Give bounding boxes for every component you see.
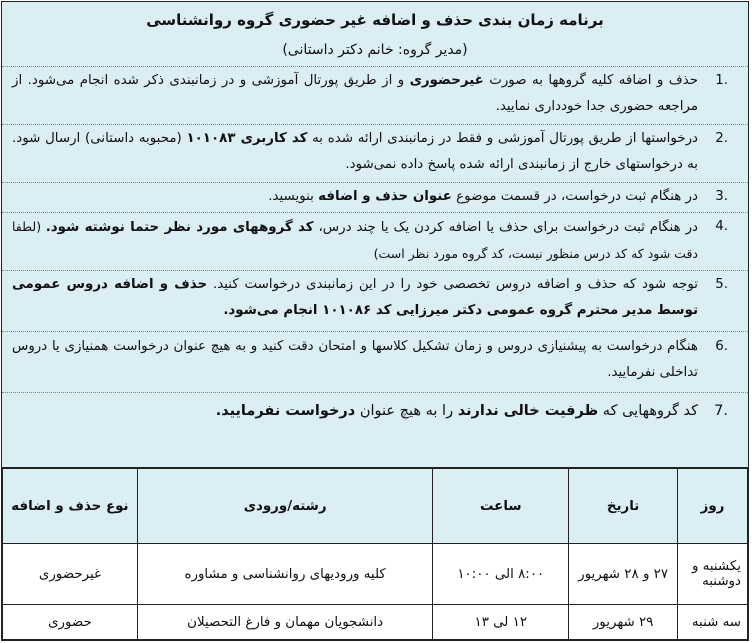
- divider: [2, 212, 748, 213]
- item-number: .4: [715, 219, 728, 234]
- table-row: [3, 605, 748, 640]
- page-title: برنامه زمان بندی حذف و اضافه غیر حضوری گروه روانشناسی: [146, 11, 604, 29]
- cell-day: سه شنبه: [678, 605, 748, 640]
- cell-type: حضوری: [3, 605, 138, 640]
- rule-item-3: .3 در هنگام ثبت درخواست، در قسمت موضوع عنوان حذف و اضافه بنویسید.: [12, 184, 740, 210]
- cell-time: ۸:۰۰ الی ۱۰:۰۰: [433, 544, 569, 605]
- cell-date: ۲۷ و ۲۸ شهریور: [569, 544, 678, 605]
- divider: [2, 392, 748, 393]
- rule-item-5: .5 توجه شود که حذف و اضافه دروس تخصصی خود را در این زمانبندی درخواست کنید. حذف و اضافه دروس عمومی توسط مدیر محترم گروه عمومی دکتر میرزایی کد ۱۰۱۰۸۶ انجام می‌شود.: [12, 272, 740, 324]
- divider: [2, 124, 748, 125]
- cell-program: دانشجویان مهمان و فارغ التحصیلان: [137, 605, 432, 640]
- divider: [2, 66, 748, 67]
- divider: [2, 182, 748, 183]
- item-number: .2: [715, 131, 728, 146]
- table-header-row: [3, 469, 748, 544]
- cell-date: ۲۹ شهریور: [569, 605, 678, 640]
- header-program: رشته/ورودی: [137, 469, 432, 544]
- rule-item-1: .1 حذف و اضافه کلیه گروهها به صورت غیرحضوری و از طریق پورتال آموزشی و در زمانبندی ذکر شده انجام می‌شود. از مراجعه حضوری جدا خودداری نمایید.: [12, 68, 740, 120]
- item-number: .1: [715, 73, 728, 88]
- table-row: [3, 544, 748, 605]
- header-type: نوع حذف و اضافه: [3, 469, 138, 544]
- item-number: .5: [715, 277, 728, 292]
- item-number: .3: [715, 189, 728, 204]
- cell-program: کلیه ورودیهای روانشناسی و مشاوره: [137, 544, 432, 605]
- divider: [2, 270, 748, 271]
- rule-item-6: .6 هنگام درخواست به پیشنیازی دروس و زمان تشکیل کلاسها و امتحان دقت کنید و به هیچ عنوان درخواست همنیازی یا دروس تداخلی نفرمایید.: [12, 334, 740, 386]
- page-subtitle: (مدیر گروه: خانم دکتر داستانی): [282, 42, 468, 58]
- cell-day: یکشنبه و دوشنبه: [678, 544, 748, 605]
- header-time: ساعت: [433, 469, 569, 544]
- cell-type: غیرحضوری: [3, 544, 138, 605]
- item-number: .6: [715, 339, 728, 354]
- header-date: تاریخ: [569, 469, 678, 544]
- notice-panel: [2, 2, 748, 468]
- rule-item-2: .2 درخواستها از طریق پورتال آموزشی و فقط در زمانبندی ارائه شده به کد کاربری ۱۰۱۰۸۳ (محبوبه داستانی) ارسال شود. به درخواستهای خارج از زمانبندی ارائه شده پاسخ داده نمی‌شود.: [12, 126, 740, 178]
- item-number: .7: [714, 403, 728, 419]
- header-day: روز: [678, 469, 748, 544]
- schedule-table: [2, 468, 748, 640]
- rule-item-7: .7 کد گروههایی که ظرفیت خالی ندارند را به هیچ عنوان درخواست نفرمایید.: [12, 398, 740, 424]
- cell-time: ۱۲ لی ۱۳: [433, 605, 569, 640]
- divider: [2, 331, 748, 332]
- rule-item-4: .4 در هنگام ثبت درخواست برای حذف یا اضافه کردن یک یا چند درس، کد گروههای مورد نظر حتما نوشته شود. (لطفا دقت شود که کد درس منظور نیست، کد گروه مورد نظر است): [12, 214, 740, 268]
